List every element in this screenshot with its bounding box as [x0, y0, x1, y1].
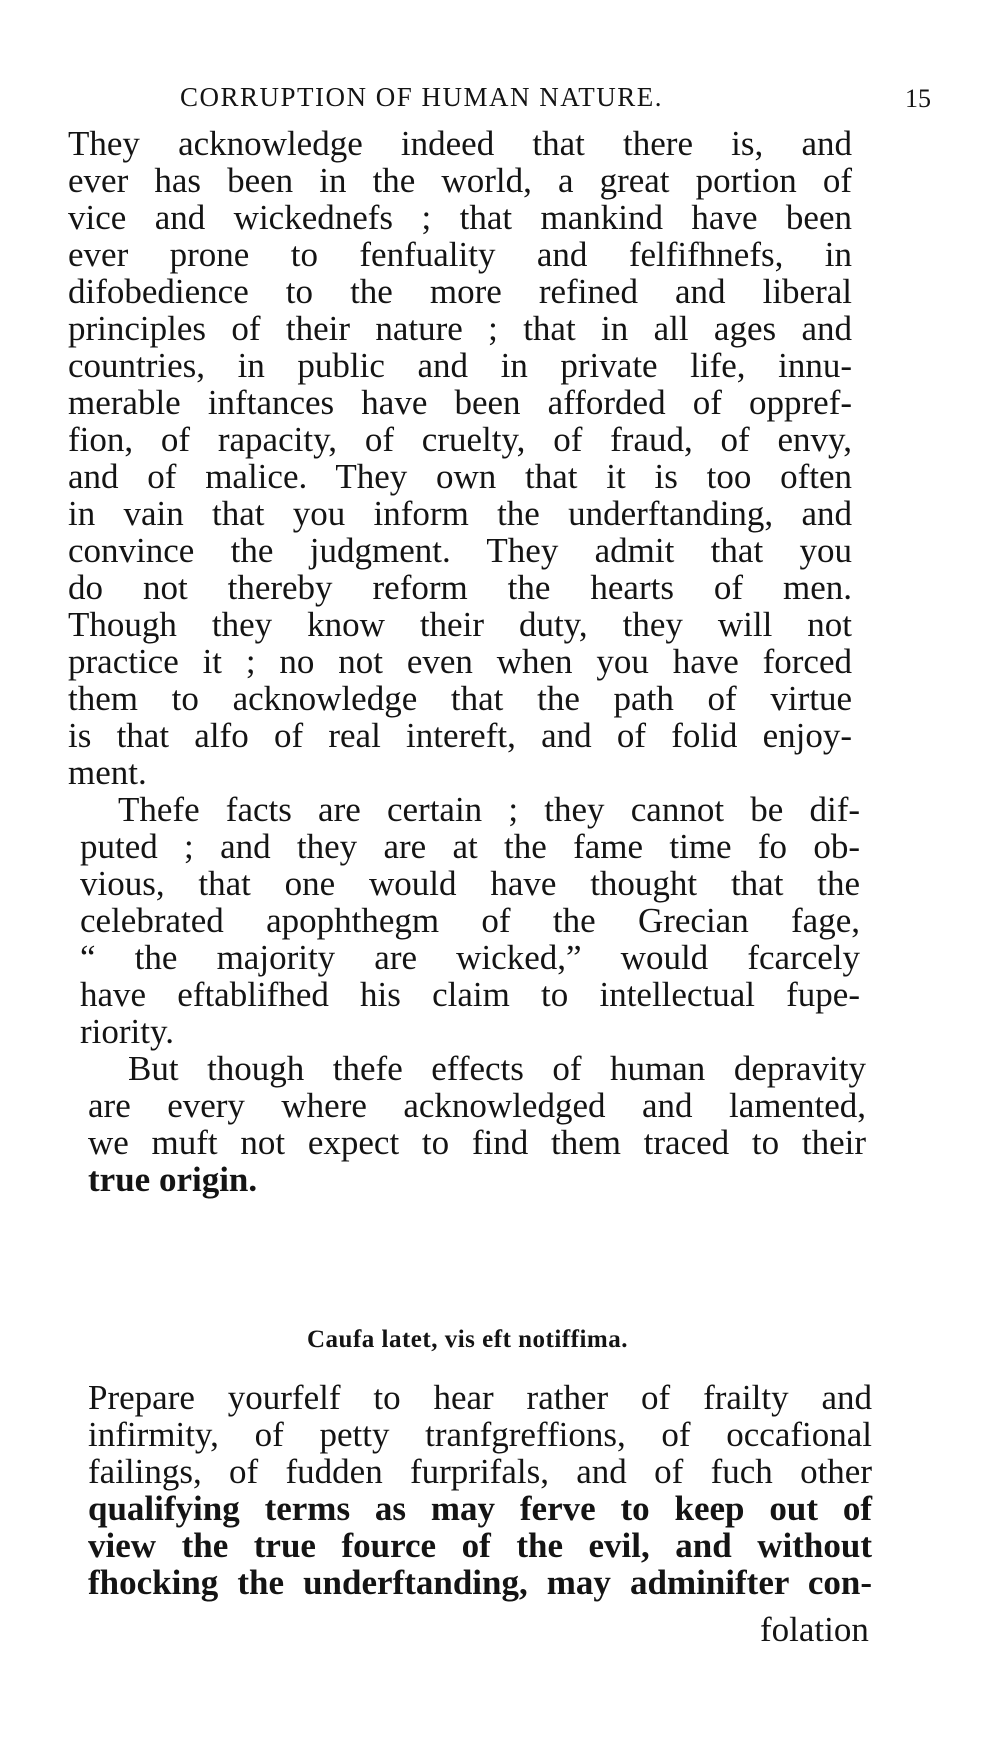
text-line: countries, in public and in private life, innu- — [68, 346, 852, 385]
text-line: principles of their nature ; that in all ages and — [68, 309, 852, 348]
text-line: view the true fource of the evil, and without — [88, 1526, 872, 1565]
text-line: vice and wickednefs ; that mankind have been — [68, 198, 852, 237]
catchword: folation — [760, 1610, 869, 1649]
text-line: vious, that one would have thought that the — [80, 864, 860, 903]
text-line: infirmity, of petty tranfgreffions, of occafional — [88, 1415, 872, 1454]
text-line: fion, of rapacity, of cruelty, of fraud, of envy, — [68, 420, 852, 459]
text-line: Thefe facts are certain ; they cannot be dif- — [118, 790, 860, 829]
text-line: ever prone to fenfuality and felfifhnefs, in — [68, 235, 852, 274]
text-line: are every where acknowledged and lamented, — [88, 1086, 866, 1125]
text-line: we muft not expect to find them traced to their — [88, 1123, 866, 1162]
text-line: failings, of fudden furprifals, and of fuch other — [88, 1452, 872, 1491]
text-line: merable inftances have been afforded of oppref- — [68, 383, 852, 422]
text-line: “ the majority are wicked,” would fcarcely — [80, 938, 860, 977]
text-line: practice it ; no not even when you have forced — [68, 642, 852, 681]
text-line: They acknowledge indeed that there is, and — [68, 124, 852, 163]
text-line: and of malice. They own that it is too often — [68, 457, 852, 496]
text-line: is that alfo of real intereft, and of folid enjoy- — [68, 716, 852, 755]
text-line: ever has been in the world, a great portion of — [68, 161, 852, 200]
text-line: puted ; and they are at the fame time fo ob- — [80, 827, 860, 866]
text-line: riority. — [80, 1012, 174, 1051]
text-line: convince the judgment. They admit that you — [68, 531, 852, 570]
text-line: But though thefe effects of human depravity — [128, 1049, 866, 1088]
page-number: 15 — [905, 84, 931, 113]
text-line: have eftablifhed his claim to intellectual fupe- — [80, 975, 860, 1014]
text-line: true origin. — [88, 1160, 258, 1199]
running-title: CORRUPTION OF HUMAN NATURE. — [180, 82, 664, 112]
text-line: do not thereby reform the hearts of men. — [68, 568, 852, 607]
text-line: Though they know their duty, they will not — [68, 605, 852, 644]
text-line: them to acknowledge that the path of virtue — [68, 679, 852, 718]
text-line: celebrated apophthegm of the Grecian fage, — [80, 901, 860, 940]
text-line: Prepare yourfelf to hear rather of frailty and — [88, 1378, 872, 1417]
text-line: difobedience to the more refined and liberal — [68, 272, 852, 311]
text-line: fhocking the underftanding, may adminifter con- — [88, 1563, 872, 1602]
text-line: qualifying terms as may ferve to keep out of — [88, 1489, 872, 1528]
latin-motto: Caufa latet, vis eft notiffima. — [307, 1326, 628, 1353]
text-line: in vain that you inform the underftanding, and — [68, 494, 852, 533]
text-line: ment. — [68, 753, 147, 792]
